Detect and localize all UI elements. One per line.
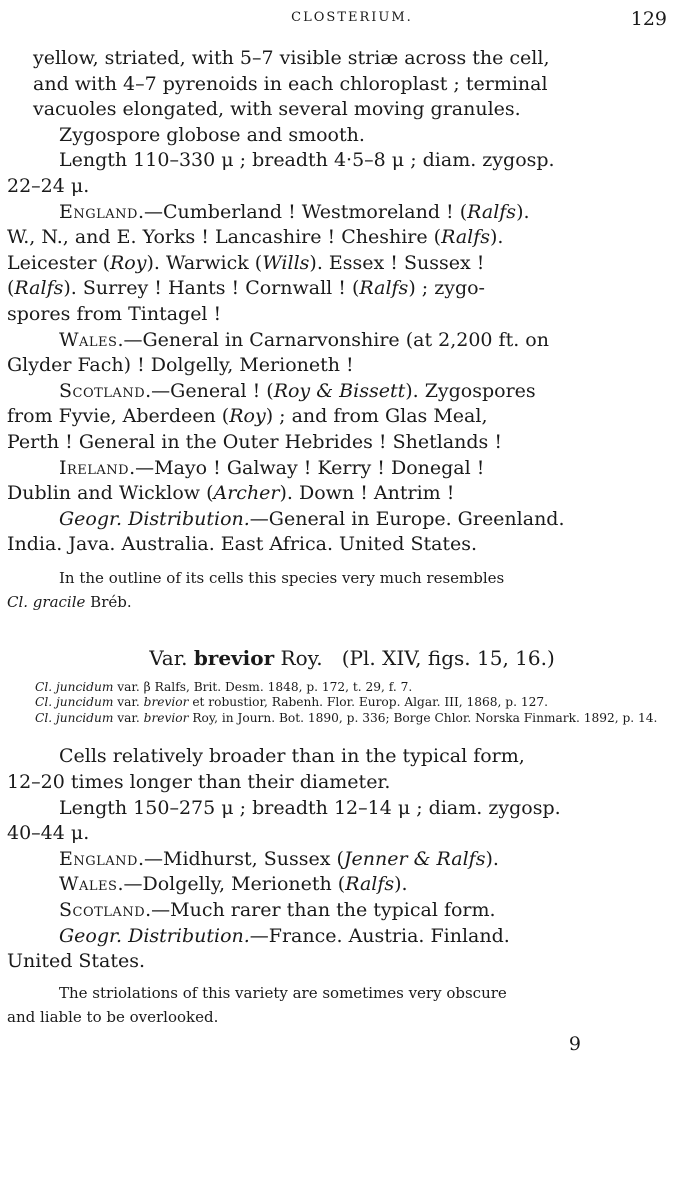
authority: Ralfs bbox=[441, 226, 491, 249]
synonym-ref: Cl. juncidum var. brevior Roy, in Journ. Bot. 1890, p. 336; Borge Chlor. Norska Finmark. 1892, p. 14. bbox=[35, 710, 658, 725]
variety-heading: Var. brevior Roy. (Pl. XIV, figs. 15, 16.) bbox=[149, 645, 555, 670]
variety-wales: Wales.—Dolgelly, Merioneth (Ralfs). bbox=[59, 873, 408, 896]
england-paragraph: England.—Cumberland ! Westmoreland ! (Ralfs). W., N., and E. Yorks ! Lancashire ! Cheshire (Ralfs). Leicester (Roy). Warwick (Wills). Essex ! Sussex ! (Ralfs). Surrey ! Hants ! Cornwall ! (Ralfs) ; zygo- spores from Tintagel ! bbox=[7, 200, 530, 325]
variety-scotland: Scotland.—Much rarer than the typical form. bbox=[59, 898, 496, 921]
synonymy bbox=[33, 680, 671, 727]
synonym-ref: Cl. juncidum var. brevior et robustior, Rabenh. Flor. Europ. Algar. III, 1868, p. 127. bbox=[35, 695, 548, 710]
text-line: Length 110–330 μ ; breadth 4·5–8 μ ; diam. zygosp. bbox=[59, 149, 555, 172]
authority: Ralfs bbox=[345, 873, 395, 896]
authority: Ralfs bbox=[14, 277, 64, 300]
text-line: and with 4–7 pyrenoids in each chloroplast ; terminal bbox=[33, 72, 548, 95]
variety-distribution: Geogr. Distribution.—France. Austria. Finland. United States. bbox=[7, 924, 510, 973]
plate-reference: (Pl. XIV, figs. 15, 16.) bbox=[341, 645, 555, 670]
region-label: Ireland bbox=[59, 456, 130, 479]
scotland-paragraph: Scotland.—General ! (Roy & Bissett). Zygospores from Fyvie, Aberdeen (Roy) ; and from Glas Meal, Perth ! General in the Outer Hebrides ! Shetlands ! bbox=[7, 379, 536, 453]
running-head bbox=[33, 6, 671, 46]
region-label: Scotland bbox=[59, 379, 146, 402]
signature-mark: 9 bbox=[568, 1032, 581, 1055]
ireland-paragraph: Ireland.—Mayo ! Galway ! Kerry ! Donegal ! Dublin and Wicklow (Archer). Down ! Antrim ! bbox=[7, 456, 485, 505]
wales-paragraph: Wales.—General in Carnarvonshire (at 2,200 ft. on Glyder Fach) ! Dolgelly, Merioneth ! bbox=[7, 328, 549, 377]
dimensions-paragraph bbox=[7, 148, 671, 199]
region-label: Wales bbox=[59, 328, 118, 351]
text-line: vacuoles elongated, with several moving granules. bbox=[33, 98, 521, 121]
authority: Roy bbox=[110, 251, 147, 274]
species-name: Cl. gracile bbox=[7, 592, 86, 611]
page-number: 129 bbox=[630, 8, 667, 30]
variety-name: brevior bbox=[193, 645, 275, 670]
variety-description: Cells relatively broader than in the typical form, 12–20 times longer than their diameter. bbox=[7, 745, 525, 793]
text-line: yellow, striated, with 5–7 visible striæ across the cell, bbox=[33, 47, 550, 69]
variety-text bbox=[7, 744, 671, 974]
authority: Wills bbox=[262, 251, 310, 274]
authority: Roy bbox=[229, 405, 266, 428]
distribution-label: Geogr. Distribution. bbox=[59, 924, 250, 947]
region-label: Wales bbox=[59, 873, 118, 896]
authority: Ralfs bbox=[359, 277, 409, 300]
text-line: 22–24 μ. bbox=[7, 174, 90, 197]
authority: Roy & Bissett bbox=[273, 379, 406, 402]
running-title: CLOSTERIUM. bbox=[291, 10, 413, 25]
variety-england: England.—Midhurst, Sussex (Jenner & Ralfs). bbox=[59, 847, 499, 870]
variety-dimensions: Length 150–275 μ ; breadth 12–14 μ ; diam. zygosp. 40–44 μ. bbox=[7, 796, 561, 845]
region-label: England bbox=[59, 200, 138, 223]
main-text bbox=[7, 46, 671, 558]
zygospore-paragraph: Zygospore globose and smooth. bbox=[59, 123, 365, 146]
species-note: In the outline of its cells this species very much resembles Cl. gracile Bréb. bbox=[7, 568, 505, 611]
region-label: Scotland bbox=[59, 898, 146, 921]
variety-note: The striolations of this variety are sometimes very obscure and liable to be overlooked. bbox=[7, 983, 507, 1026]
authority: Ralfs bbox=[467, 200, 517, 223]
region-label: England bbox=[59, 847, 138, 870]
description-paragraph bbox=[33, 46, 671, 123]
distribution-paragraph: Geogr. Distribution.—General in Europe. Greenland. India. Java. Australia. East Africa. United States. bbox=[7, 507, 565, 556]
distribution-label: Geogr. Distribution. bbox=[59, 507, 250, 530]
authority: Archer bbox=[213, 482, 280, 505]
synonym-ref: Cl. juncidum var. β Ralfs, Brit. Desm. 1848, p. 172, t. 29, f. 7. bbox=[35, 679, 413, 694]
authority: Jenner & Ralfs bbox=[343, 847, 486, 870]
